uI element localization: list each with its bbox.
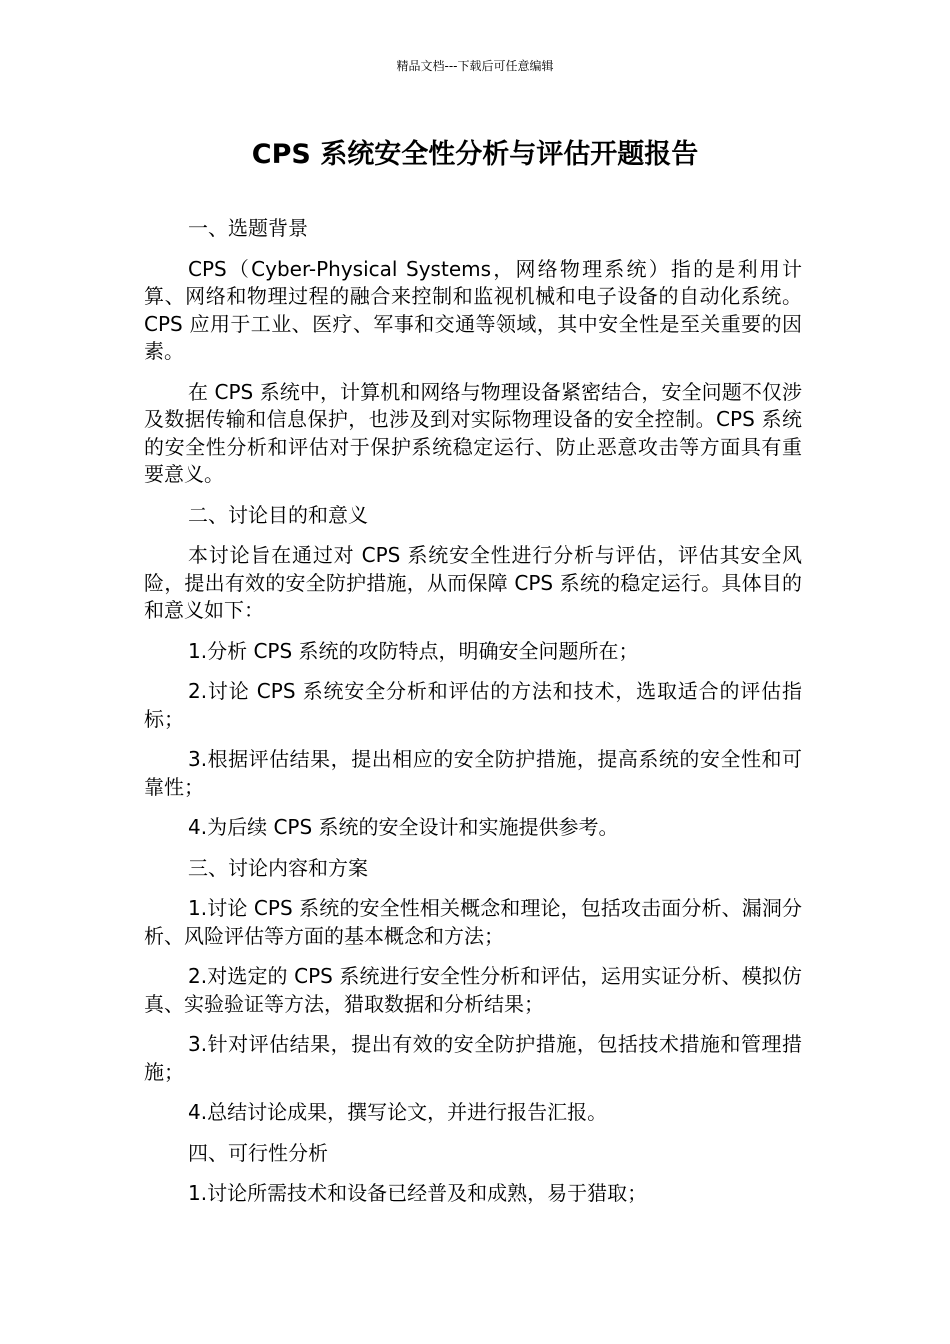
- section-heading-purpose: 二、讨论目的和意义: [188, 502, 368, 527]
- section-heading-feasibility: 四、可行性分析: [188, 1140, 328, 1165]
- list-item-purpose-1: 1.分析 CPS 系统的攻防特点，明确安全问题所在；: [188, 638, 639, 663]
- list-item-content-4: 4.总结讨论成果，撰写论文，并进行报告汇报。: [188, 1100, 608, 1124]
- list-item-purpose-3: 3.根据评估结果，提出相应的安全防护措施，提高系统的安全性和可靠性；: [144, 747, 802, 799]
- paragraph-purpose-intro: 本讨论旨在通过对 CPS 系统安全性进行分析与评估，评估其安全风险，提出有效的安全防护措施，从而保障 CPS 系统的稳定运行。具体目的和意义如下：: [144, 543, 802, 622]
- section-heading-content: 三、讨论内容和方案: [188, 855, 368, 880]
- document-title: CPS 系统安全性分析与评估开题报告: [251, 139, 699, 170]
- section-heading-background: 一、选题背景: [188, 216, 308, 240]
- list-item-content-2: 2.对选定的 CPS 系统进行安全性分析和评估，运用实证分析、模拟仿真、实验验证等方法，猎取数据和分析结果；: [144, 964, 802, 1016]
- list-item-purpose-4: 4.为后续 CPS 系统的安全设计和实施提供参考。: [188, 815, 619, 839]
- document-body: [144, 215, 802, 1221]
- list-item-feasibility-1: 1.讨论所需技术和设备已经普及和成熟，易于猎取；: [188, 1181, 648, 1205]
- paragraph-cps-security-importance: 在 CPS 系统中，计算机和网络与物理设备紧密结合，安全问题不仅涉及数据传输和信息保护，也涉及到对实际物理设备的安全控制。CPS 系统的安全性分析和评估对于保护系统稳定运行、防止恶意攻击等方面具有重要意义。: [144, 379, 802, 486]
- list-item-content-3: 3.针对评估结果，提出有效的安全防护措施，包括技术措施和管理措施；: [144, 1032, 802, 1084]
- list-item-content-1: 1.讨论 CPS 系统的安全性相关概念和理论，包括攻击面分析、漏洞分析、风险评估等方面的基本概念和方法；: [144, 896, 802, 948]
- list-item-purpose-2: 2.讨论 CPS 系统安全分析和评估的方法和技术，选取适合的评估指标；: [144, 679, 802, 731]
- header-note: 精品文档---下载后可任意编辑: [396, 59, 554, 73]
- paragraph-cps-definition: CPS（Cyber-Physical Systems，网络物理系统）指的是利用计算、网络和物理过程的融合来控制和监视机械和电子设备的自动化系统。CPS 应用于工业、医疗、军事和交通等领域，其中安全性是至关重要的因素。: [144, 256, 802, 363]
